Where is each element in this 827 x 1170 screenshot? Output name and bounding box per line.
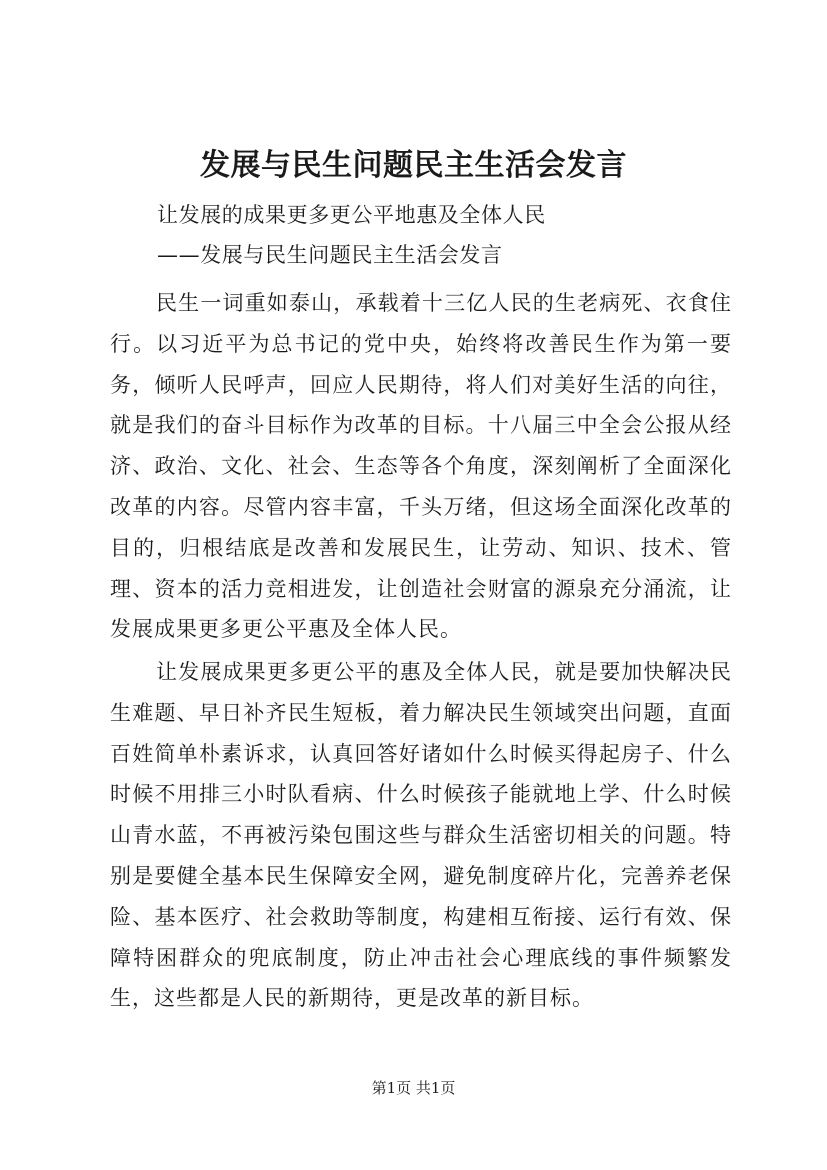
- document-subtitle: 让发展的成果更多更公平地惠及全体人民: [157, 203, 546, 227]
- document-subtitle-secondary: ——发展与民生问题民主生活会发言: [157, 243, 503, 267]
- document-title: 发展与民生问题民主生活会发言: [200, 148, 627, 183]
- body-paragraph-1: 民生一词重如泰山，承载着十三亿人民的生老病死、衣食住行。以习近平为总书记的党中央，始终将改善民生作为第一要务，倾听人民呼声，回应人民期待，将人们对美好生活的向往，就是我们的奋斗目标作为改革的目标。十八届三中全会公报从经济、政治、文化、社会、生态等各个角度，深刻阐析了全面深化改革的内容。尽管内容丰富，千头万绪，但这场全面深化改革的目的，归根结底是改善和发展民生，让劳动、知识、技术、管理、资本的活力竞相进发，让创造社会财富的源泉充分涌流，让发展成果更多更公平惠及全体人民。: [110, 291, 732, 642]
- body-paragraph-2: 让发展成果更多更公平的惠及全体人民，就是要加快解决民生难题、早日补齐民生短板，着力解决民生领域突出问题，直面百姓简单朴素诉求，认真回答好诸如什么时候买得起房子、什么时候不用排三小时队看病、什么时候孩子能就地上学、什么时候山青水蓝，不再被污染包围这些与群众生活密切相关的问题。特别是要健全基本民生保障安全网，避免制度碎片化，完善养老保险、基本医疗、社会救助等制度，构建相互衔接、运行有效、保障特困群众的兜底制度，防止冲击社会心理底线的事件频繁发生，这些都是人民的新期待，更是改革的新目标。: [110, 660, 732, 1011]
- page-number-footer: 第1页 共1页: [371, 1079, 456, 1097]
